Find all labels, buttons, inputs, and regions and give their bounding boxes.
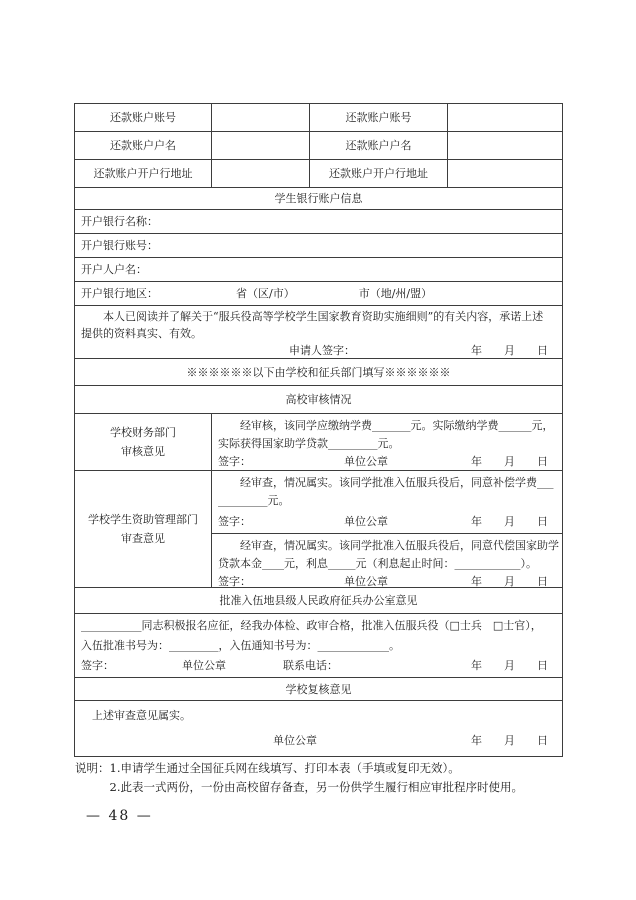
aid-opinion1-line2: _________元。 — [218, 494, 290, 507]
blank-fill-cell — [448, 132, 562, 159]
date-fields: 年 月 日 — [471, 455, 548, 468]
recheck-sign-line — [75, 732, 562, 750]
blank-fill-cell — [212, 160, 310, 187]
label-cell — [75, 132, 212, 159]
label-cell — [75, 160, 212, 187]
aid-sign-line-2 — [212, 573, 562, 587]
repayment-bank-address-row — [75, 160, 562, 188]
note-item-2: 2.此表一式两份，一份由高校留存备查，另一份供学生履行相应审批程序时使用。 — [109, 780, 523, 794]
province-label: 省（区/市） — [236, 287, 295, 300]
note-item-1: 1.申请学生通过全国征兵网在线填写、打印本表（手填或复印无效）。 — [109, 761, 460, 775]
declaration-row — [75, 306, 562, 359]
signature-label: 签字： — [218, 575, 251, 587]
repayment-bank-address-label: 还款账户开户行地址 — [93, 167, 193, 180]
section-header-recheck: 学校复核意见 — [285, 682, 352, 696]
bank-name-row — [75, 210, 562, 234]
repayment-bank-address-label: 还款账户开户行地址 — [329, 167, 428, 180]
notes-label: 说明： — [75, 761, 110, 775]
declaration-cell — [75, 306, 562, 358]
page-number: — 48 — — [86, 808, 153, 824]
enlistment-opinion-row — [75, 614, 562, 678]
bank-region-label: 开户银行地区： — [81, 287, 158, 300]
holder-name-row — [75, 258, 562, 282]
bank-region-cell — [75, 282, 562, 305]
recheck-text: 上述审查意见属实。 — [92, 709, 191, 722]
notes-items — [110, 759, 568, 797]
date-fields: 年 月 日 — [471, 575, 548, 587]
aid-dept-title: 学校学生资助管理部门 — [88, 513, 198, 526]
contact-phone-label: 联系电话： — [283, 659, 338, 672]
unit-seal-label: 单位公章 — [344, 515, 388, 528]
finance-opinion-line2: 实际获得国家助学贷款_________元。 — [218, 437, 400, 450]
aid-opinion-cell — [212, 471, 562, 587]
enlistment-text-line1: ___________同志积极报名应征，经我办体检、政审合格，批准入伍服兵役（□士兵 □士官）， — [81, 619, 542, 632]
student-bank-header-row — [75, 188, 562, 210]
signature-label: 签字： — [81, 659, 114, 672]
recheck-opinion-cell — [75, 701, 562, 756]
date-fields: 年 月 日 — [471, 659, 548, 672]
label-cell — [75, 104, 212, 131]
aid-sign-line-1 — [212, 513, 562, 531]
label-cell — [310, 132, 448, 159]
signature-label: 签字： — [218, 515, 251, 528]
label-cell — [310, 104, 448, 131]
unit-seal-label: 单位公章 — [273, 734, 317, 747]
label-cell — [310, 160, 448, 187]
date-fields: 年 月 日 — [471, 515, 548, 528]
section-header-enlistment-office: 批准入伍地县级人民政府征兵办公室意见 — [219, 594, 418, 607]
aid-dept-subtitle: 审查意见 — [121, 532, 165, 545]
finance-dept-subtitle: 审核意见 — [121, 445, 165, 458]
blank-fill-cell — [212, 132, 310, 159]
fill-notice-row — [75, 359, 562, 386]
application-form-table — [74, 103, 563, 757]
aid-title-cell — [75, 471, 212, 587]
blank-fill-cell — [212, 104, 310, 131]
date-fields: 年 月 日 — [471, 734, 548, 747]
repayment-account-row — [75, 104, 562, 132]
bank-account-row — [75, 234, 562, 258]
aid-opinion1-line1: 经审查，情况属实。该同学批准入伍服兵役后，同意补偿学费___ — [240, 476, 554, 489]
form-notes — [75, 759, 567, 797]
recheck-opinion-row — [75, 701, 562, 756]
declaration-text-line2: 提供的资料真实、有效。 — [81, 327, 202, 340]
tuition-compensation-subcell — [212, 471, 562, 534]
bank-region-row — [75, 282, 562, 306]
enlistment-office-header-row — [75, 588, 562, 614]
recheck-header-row — [75, 678, 562, 701]
date-fields: 年 月 日 — [471, 344, 548, 357]
applicant-sign-line — [75, 342, 562, 358]
repayment-account-number-label: 还款账户账号 — [110, 111, 176, 124]
aid-review-row — [75, 471, 562, 588]
holder-name-label: 开户人户名： — [81, 263, 147, 276]
enlistment-sign-line — [75, 657, 562, 675]
finance-dept-title: 学校财务部门 — [110, 426, 176, 439]
repayment-holder-row — [75, 132, 562, 160]
finance-opinion-line1: 经审核，该同学应缴纳学费_______元。实际缴纳学费______元， — [240, 419, 554, 432]
unit-seal-label: 单位公章 — [344, 575, 388, 587]
blank-fill-cell — [448, 104, 562, 131]
city-label: 市（地/州/盟） — [358, 287, 433, 300]
loan-repayment-subcell — [212, 534, 562, 587]
aid-opinion2-line2: 贷款本金____元，利息_____元（利息起止时间：____________）。 — [218, 557, 537, 570]
fill-notice-text: ※※※※※※以下由学校和征兵部门填写※※※※※※ — [186, 365, 451, 379]
section-header-university-review: 高校审核情况 — [285, 393, 352, 406]
unit-seal-label: 单位公章 — [182, 659, 226, 672]
finance-sign-line — [212, 453, 562, 470]
finance-review-row — [75, 414, 562, 471]
blank-fill-cell — [448, 160, 562, 187]
declaration-text-line1: 本人已阅读并了解关于“服兵役高等学校学生国家教育资助实施细则”的有关内容，承诺上述 — [103, 310, 544, 323]
enlistment-opinion-cell — [75, 614, 562, 677]
repayment-account-number-label: 还款账户账号 — [345, 111, 412, 124]
bank-account-label: 开户银行账号： — [81, 239, 158, 252]
university-review-header-row — [75, 386, 562, 414]
aid-opinion2-line1: 经审查，情况属实。该同学批准入伍服兵役后，同意代偿国家助学 — [240, 539, 559, 552]
enlistment-text-line2: 入伍批准书号为：_________，入伍通知书号为：_____________。 — [81, 639, 400, 652]
bank-name-label: 开户银行名称： — [81, 215, 158, 228]
unit-seal-label: 单位公章 — [344, 455, 388, 468]
finance-opinion-cell — [212, 414, 562, 470]
section-header-student-bank: 学生银行账户信息 — [274, 192, 363, 205]
applicant-signature-label: 申请人签字： — [289, 344, 355, 357]
repayment-holder-name-label: 还款账户户名 — [110, 139, 176, 152]
finance-title-cell — [75, 414, 212, 470]
repayment-holder-name-label: 还款账户户名 — [345, 139, 412, 152]
signature-label: 签字： — [218, 455, 251, 468]
